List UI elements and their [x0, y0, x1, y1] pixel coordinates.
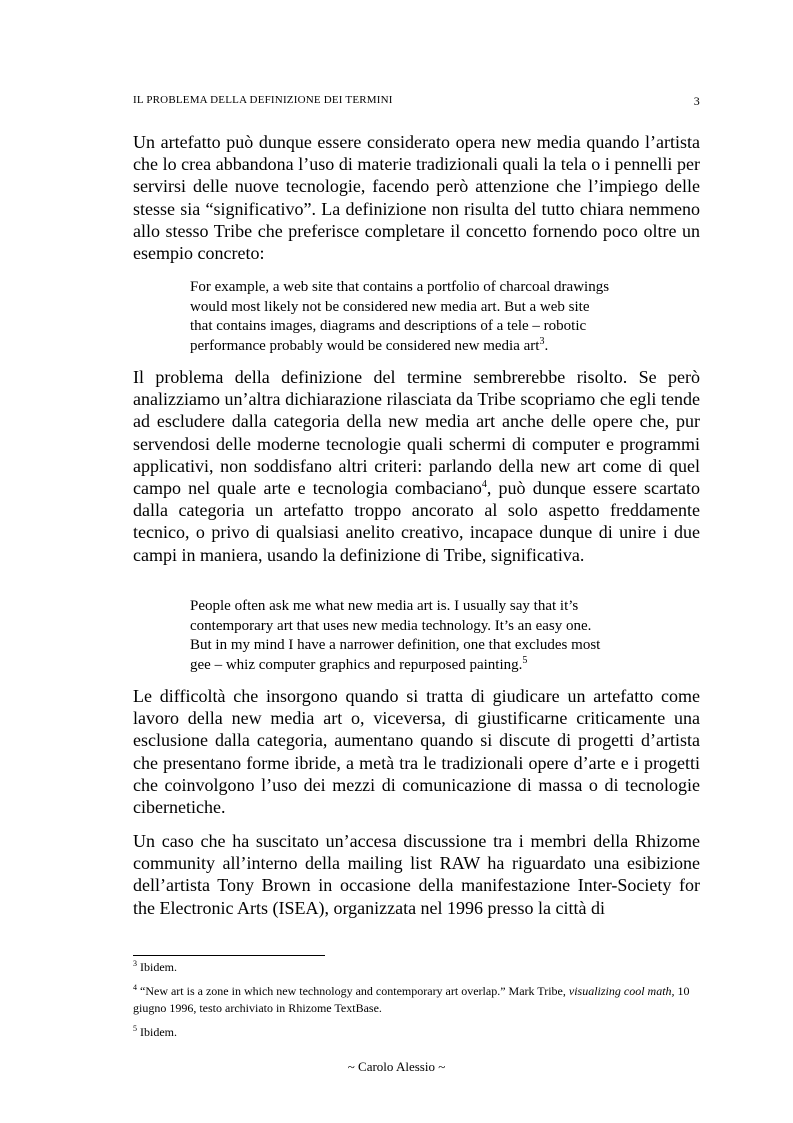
running-header — [133, 94, 700, 106]
quote-1-line-1: For example, a web site that contains a portfolio of charcoal drawings — [190, 279, 610, 295]
block-quote-2 — [190, 597, 650, 675]
page-footer: ~ Carolo Alessio ~ — [347, 1059, 446, 1074]
footnote-3 — [133, 959, 700, 976]
quote-2-line-4 — [190, 656, 650, 676]
block-quote-1 — [190, 278, 650, 356]
quote-1-line-2: would most likely not be considered new media art. But a web site — [190, 298, 590, 315]
footnote-3-number: 3 — [133, 959, 137, 968]
footnote-5-text: Ibidem. — [137, 1025, 177, 1039]
quote-1-end-punct: . — [544, 337, 549, 354]
quote-2-line-3: But in my mind I have a narrower definition, one that excludes most — [190, 637, 601, 654]
footnote-ref-3: 3 — [539, 335, 545, 347]
quote-2-line-4-text: gee – whiz computer graphics and repurposed painting. — [190, 656, 523, 673]
paragraph-3: Le difficoltà che insorgono quando si tratta di giudicare un artefatto come lavoro della new media art o, viceversa, di giustificarne criticamente una esclusione dalla categoria, aumentano quando si discute di progetti d’artista che presentano forme ibride, a metà tra le tradizionali opere d’arte e i progetti che coinvolgono l’uso dei mezzi di comunicazione di massa o di tecnologie cibernetiche. — [133, 686, 700, 818]
footnote-separator — [133, 955, 325, 956]
quote-2-line-1: People often ask me what new media art is. I usually say that it’s — [190, 598, 579, 614]
footnote-5 — [133, 1024, 700, 1041]
page-number: 3 — [693, 94, 700, 108]
footnote-3-text: Ibidem. — [137, 960, 177, 974]
footnote-4-source-title: visualizing cool math, — [568, 984, 675, 998]
footnote-5-number: 5 — [133, 1024, 137, 1033]
footnote-4 — [133, 983, 700, 1017]
footnote-ref-4: 4 — [481, 479, 487, 491]
paragraph-1: Un artefatto può dunque essere considerato opera new media quando l’artista che lo crea abbandona l’uso di materie tradizionali quali la tela o i pennelli per servirsi delle nuove tecnologie, facendo però attenzione che l’impiego delle stesse sia “significativo”. La definizione non risulta del tutto chiara nemmeno allo stesso Tribe che preferisce completare il concetto fornendo poco oltre un esempio concreto: — [133, 132, 700, 264]
footnote-4-text-a: “New art is a zone in which new technology and contemporary art overlap.” Mark Tribe, — [137, 984, 569, 998]
paragraph-2-text-a: Il problema della definizione del termine sembrerebbe risolto. Se però analizziamo un’altra dichiarazione rilasciata da Tribe scopriamo che egli tende ad escludere dalla categoria della new media art anche delle opere che, pur servendosi delle moderne tecnologie quali schermi di computer e programmi applicativi, non soddisfano altri criteri: parlando della new art come di quel campo nel quale arte e tecnologia combaciano — [133, 367, 700, 499]
paragraph-2-text-b: , può dunque essere scartato dalla categoria un artefatto troppo ancorato al solo aspetto freddamente tecnico, o privo di qualsiasi anelito creativo, incapace dunque di unire i due campi in maniera, usando la definizione di Tribe, significativa. — [133, 478, 700, 565]
quote-1-line-3: that contains images, diagrams and descriptions of a tele – robotic — [190, 318, 587, 335]
paragraph-4: Un caso che ha suscitato un’accesa discussione tra i membri della Rhizome community all’interno della mailing list RAW ha riguardato una esibizione dell’artista Tony Brown in occasione della manifestazione Inter-Society for the Electronic Arts (ISEA), organizzata nel 1996 presso la città di — [133, 831, 700, 918]
footnote-4-number: 4 — [133, 983, 137, 992]
quote-2-line-2: contemporary art that uses new media technology. It’s an easy one. — [190, 617, 592, 634]
footnote-4-text-b: 10 giugno 1996, testo archiviato in Rhizome TextBase. — [133, 984, 690, 1015]
footnote-ref-5: 5 — [522, 654, 528, 666]
paragraph-2 — [133, 366, 700, 566]
quote-1-line-4 — [190, 337, 650, 357]
running-title: IL PROBLEMA DELLA DEFINIZIONE DEI TERMINI — [133, 94, 393, 106]
quote-1-line-4-text: performance probably would be considered new media art — [190, 337, 540, 354]
